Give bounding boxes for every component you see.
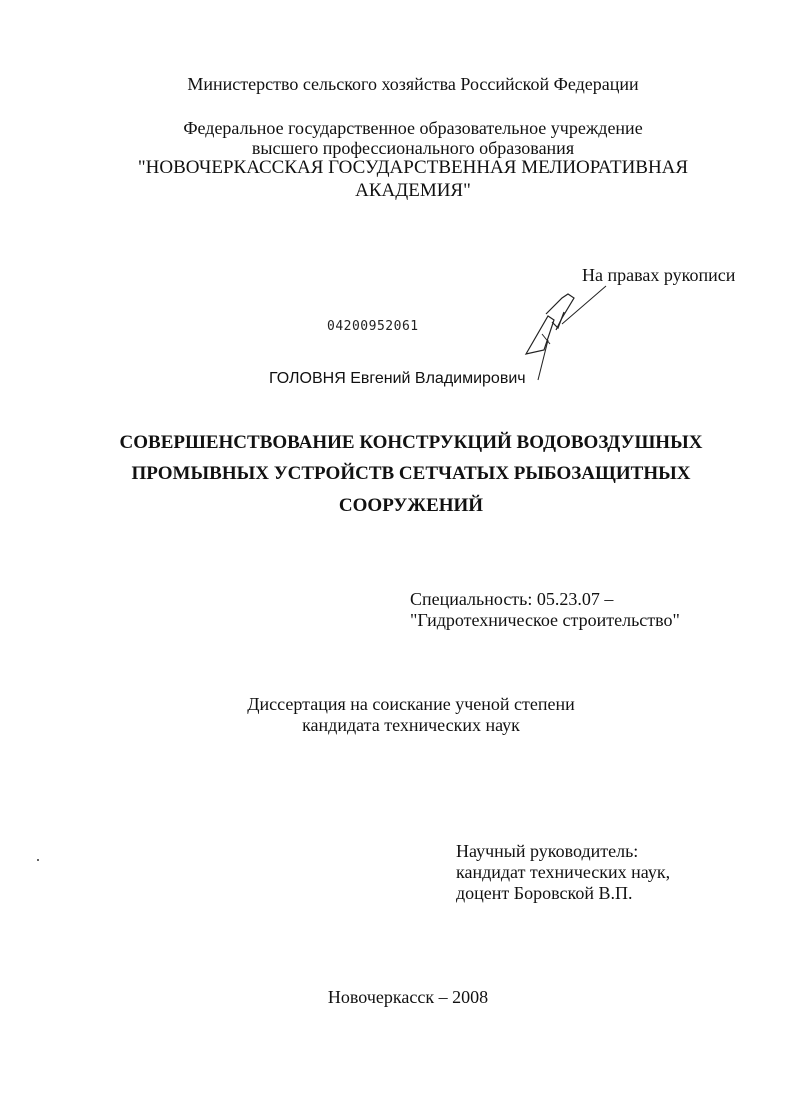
specialty-name: "Гидротехническое строительство": [410, 610, 680, 630]
city-year: Новочеркасск – 2008: [327, 987, 489, 1007]
supervisor-degree: кандидат технических наук,: [456, 862, 671, 882]
institution-line-1: Федеральное государственное образовательное учреждение: [183, 118, 643, 138]
dissertation-degree-line-1: Диссертация на соискание ученой степени: [247, 694, 575, 714]
specialty-code: Специальность: 05.23.07 –: [410, 589, 614, 609]
author-name: ГОЛОВНЯ Евгений Владимирович: [269, 370, 526, 387]
dissertation-degree-line-2: кандидата технических наук: [302, 715, 520, 735]
dissertation-title-line-2: ПРОМЫВНЫХ УСТРОЙСТВ СЕТЧАТЫХ РЫБОЗАЩИТНЫХ: [131, 463, 691, 484]
ministry-name: Министерство сельского хозяйства Российской Федерации: [187, 74, 639, 94]
supervisor-label: Научный руководитель:: [456, 841, 639, 861]
handwritten-signature: [518, 284, 608, 384]
rights-note: На правах рукописи: [582, 265, 736, 285]
institution-line-3: "НОВОЧЕРКАССКАЯ ГОСУДАРСТВЕННАЯ МЕЛИОРАТИВНАЯ: [137, 157, 689, 178]
supervisor-name: доцент Боровской В.П.: [456, 883, 633, 903]
dissertation-title-line-3: СООРУЖЕНИЙ: [338, 495, 484, 516]
institution-line-2: высшего профессионального образования: [251, 138, 575, 158]
catalog-code: 04200952061: [327, 319, 419, 334]
dissertation-title-line-1: СОВЕРШЕНСТВОВАНИЕ КОНСТРУКЦИЙ ВОДОВОЗДУШНЫХ: [119, 432, 703, 453]
scan-speck: [37, 859, 39, 861]
institution-line-4: АКАДЕМИЯ": [355, 180, 471, 201]
